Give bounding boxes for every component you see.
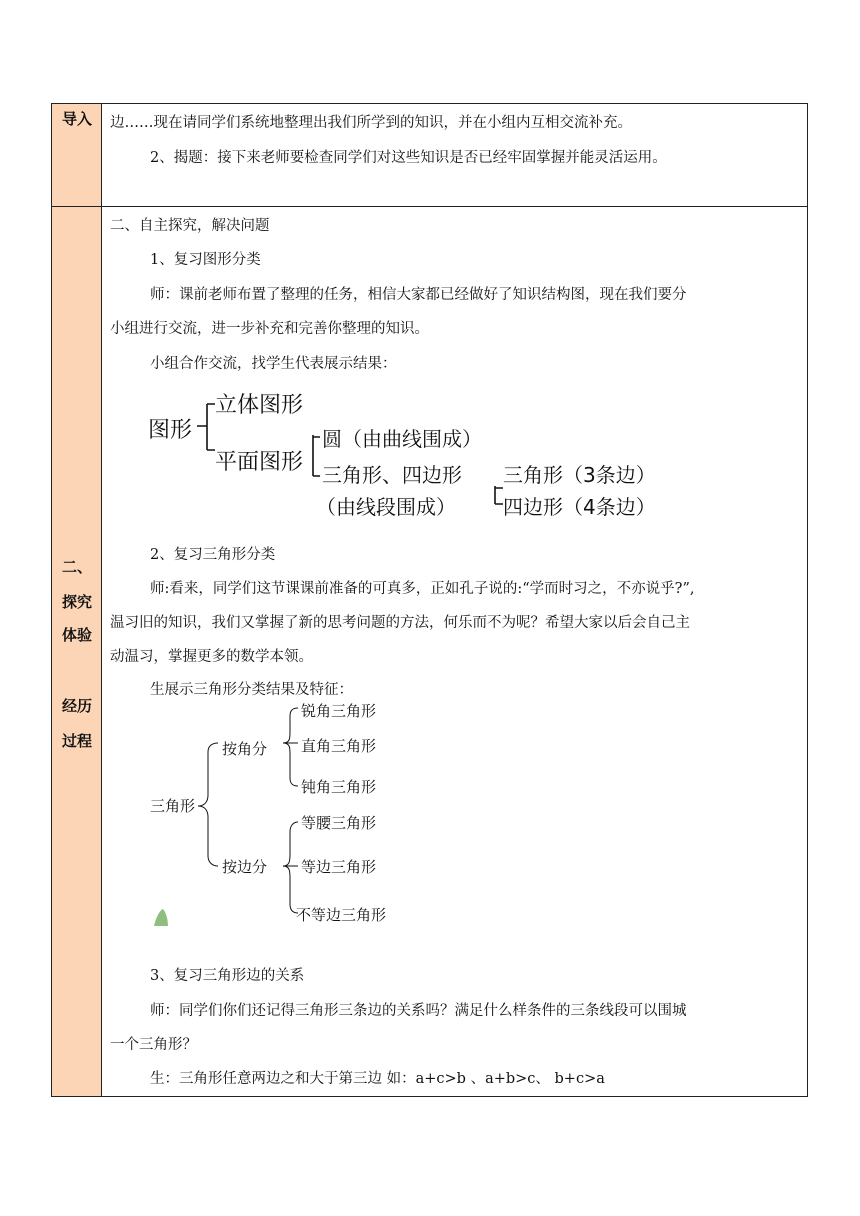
tri-obtuse: 钝角三角形 xyxy=(301,778,377,796)
diagram-polygon: 三角形、四边形 xyxy=(322,463,462,487)
part1-teacher-line: 小组进行交流，进一步补充和完善你整理的知识。 xyxy=(110,321,429,337)
intro-line: 2、揭题：接下来老师要检查同学们对这些知识是否已经牢固掌握并能灵活运用。 xyxy=(150,150,667,166)
part3-teacher-line: 一个三角形？ xyxy=(110,1037,197,1053)
diagram-triangle: 三角形（3条边） xyxy=(503,463,656,487)
bracket-polygon xyxy=(495,486,503,504)
bracket-root xyxy=(197,404,215,450)
tri-root: 三角形 xyxy=(150,797,196,815)
tri-scalene: 不等边三角形 xyxy=(296,906,387,924)
part1-teacher-line: 师：课前老师布置了整理的任务，相信大家都已经做好了知识结构图，现在我们要分 xyxy=(150,287,687,303)
triangle-tree-lines xyxy=(198,708,298,913)
section-label-line: 二、 xyxy=(61,558,92,576)
leaf-icon xyxy=(154,909,168,926)
part2-teacher-line: 温习旧的知识，我们又掌握了新的思考问题的方法，何乐而不为呢？希望大家以后会自己主 xyxy=(110,615,690,631)
part2-teacher-line: 师:看来，同学们这节课课前准备的可真多，正如孔子说的:“学而时习之，不亦说乎?”, xyxy=(150,581,695,597)
diagram-polygon-note: （由线段围成） xyxy=(316,495,456,519)
intro-line: 边……现在请同学们系统地整理出我们所学到的知识，并在小组内互相交流补充。 xyxy=(110,115,632,131)
part2-title: 2、复习三角形分类 xyxy=(150,547,276,563)
section-label-intro: 导入 xyxy=(61,110,92,128)
section-label-line: 经历 xyxy=(61,697,92,715)
part3-title: 3、复习三角形边的关系 xyxy=(150,968,305,984)
tri-equilateral: 等边三角形 xyxy=(301,858,377,876)
part2-student-line: 生展示三角形分类结果及特征： xyxy=(150,682,353,698)
tri-by-angle: 按角分 xyxy=(222,740,268,758)
diagram-root: 图形 xyxy=(148,418,193,443)
part1-title: 1、复习图形分类 xyxy=(150,252,261,268)
tri-acute: 锐角三角形 xyxy=(301,702,377,720)
section-heading: 二、自主探究，解决问题 xyxy=(110,218,270,234)
section-label-line: 探究 xyxy=(61,593,92,611)
tri-right: 直角三角形 xyxy=(301,737,377,755)
tri-by-side: 按边分 xyxy=(222,858,268,876)
bracket-plane xyxy=(313,435,320,476)
diagram-circle: 圆（由曲线围成） xyxy=(322,427,482,451)
part3-student-line: 生：三角形任意两边之和大于第三边 如：a+c>b 、a+b>c、 b+c>a xyxy=(150,1071,605,1087)
part3-teacher-line: 师：同学们你们还记得三角形三条边的关系吗？满足什么样条件的三条线段可以围城 xyxy=(150,1003,687,1019)
diagram-quad: 四边形（4条边） xyxy=(503,495,656,519)
section-label-line: 体验 xyxy=(61,626,92,644)
tri-isosceles: 等腰三角形 xyxy=(301,814,377,832)
diagram-plane: 平面图形 xyxy=(215,450,304,475)
diagram-solid: 立体图形 xyxy=(215,393,304,418)
part2-teacher-line: 动温习，掌握更多的数学本领。 xyxy=(110,649,313,665)
section-label-line: 过程 xyxy=(61,732,92,750)
part1-student-line: 小组合作交流，找学生代表展示结果： xyxy=(150,356,397,372)
